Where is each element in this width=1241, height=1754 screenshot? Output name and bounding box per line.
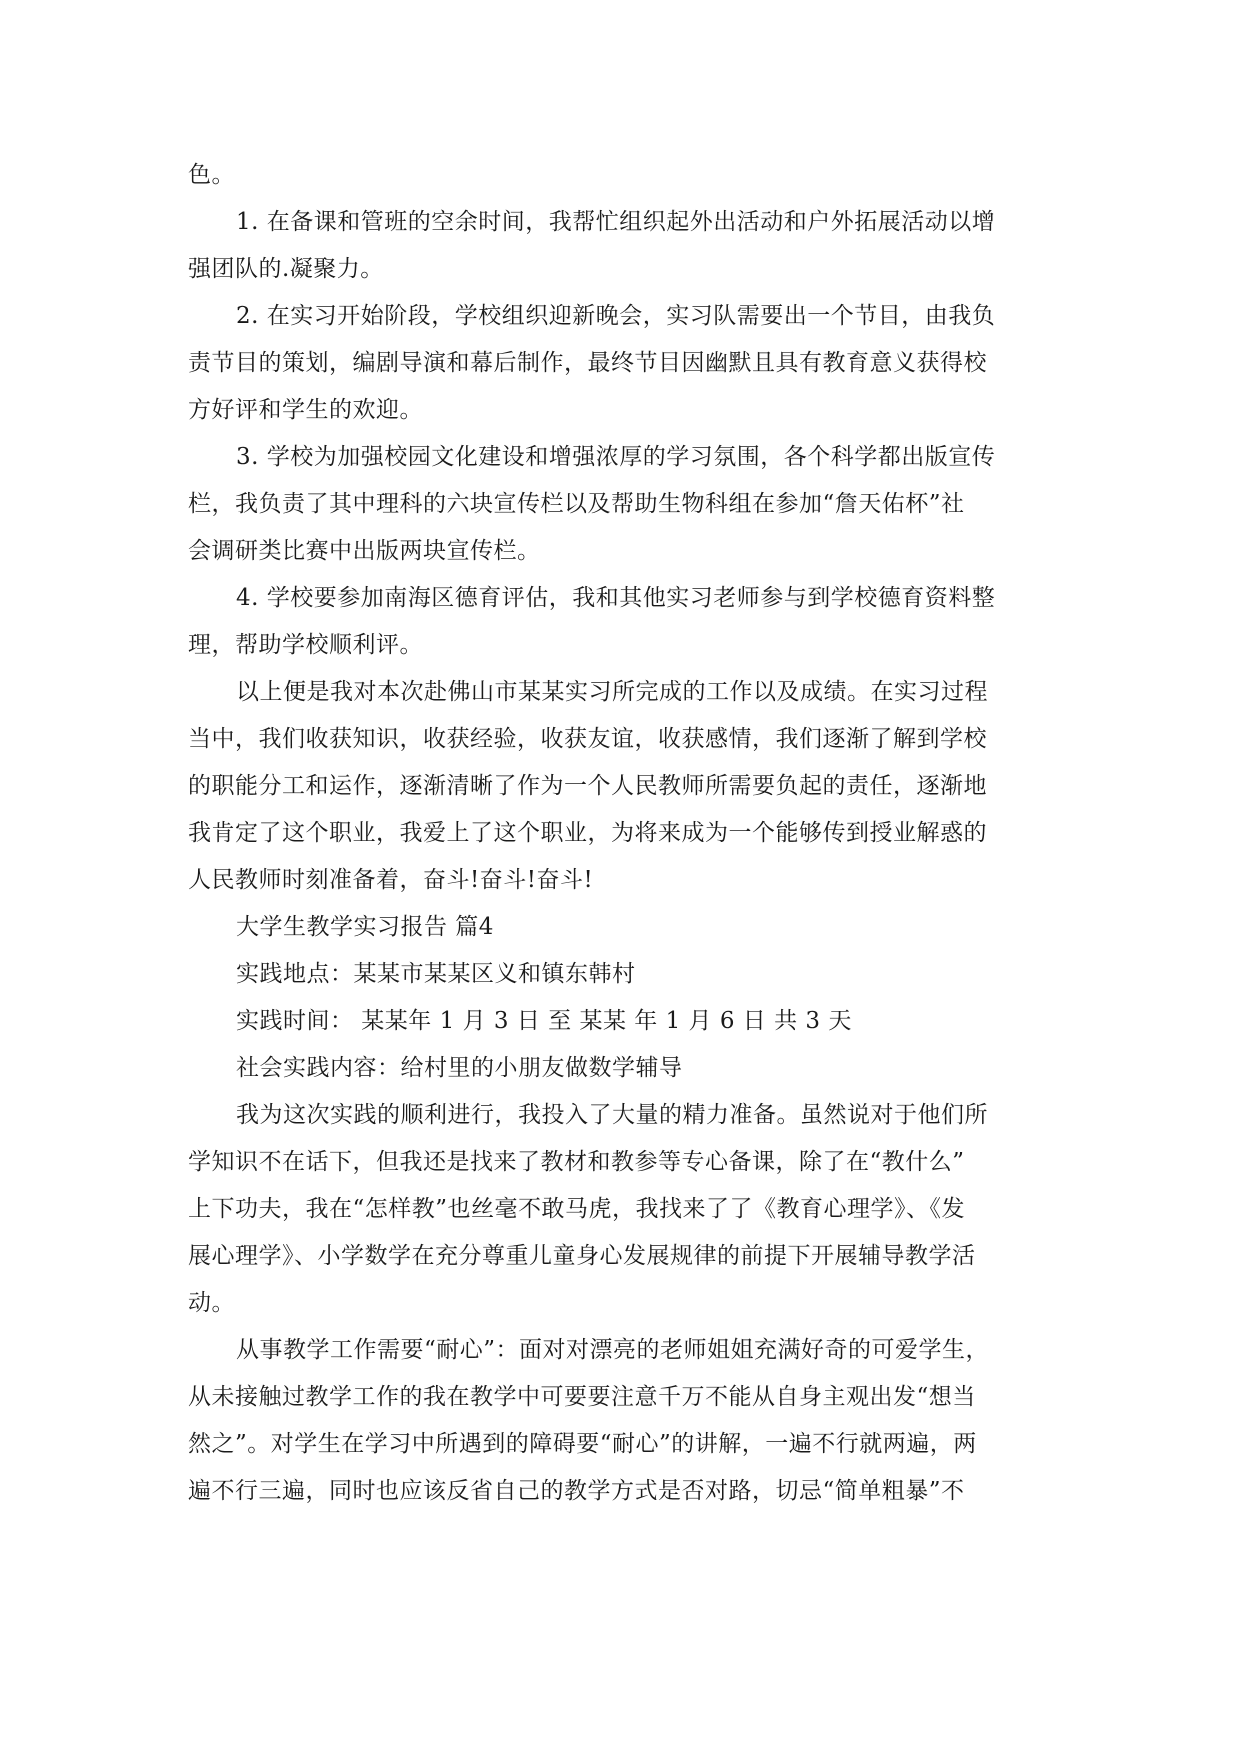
text-line: 上下功夫，我在“怎样教”也丝毫不敢马虎，我找来了了《教育心理学》、《发 [188, 1196, 966, 1222]
text-line: 展心理学》、小学数学在充分尊重儿童身心发展规律的前提下开展辅导教学活 [188, 1243, 976, 1269]
paragraph-start: 从事教学工作需要“耐心”：面对对漂亮的老师姐姐充满好奇的可爱学生， [236, 1337, 990, 1363]
text-line: 动。 [188, 1290, 235, 1316]
text-line: 栏，我负责了其中理科的六块宣传栏以及帮助生物科组在参加“詹天佑杯”社 [188, 491, 965, 517]
list-item-1: 1. 在备课和管班的空余时间，我帮忙组织起外出活动和户外拓展活动以增 [236, 209, 996, 235]
practice-time: 实践时间： 某某年 1 月 3 日 至 某某 年 1 月 6 日 共 3 天 [236, 1008, 852, 1034]
paragraph-start: 以上便是我对本次赴佛山市某某实习所完成的工作以及成绩。在实习过程 [236, 679, 988, 705]
text-line: 人民教师时刻准备着，奋斗!奋斗!奋斗! [188, 867, 594, 893]
text-line: 方好评和学生的欢迎。 [188, 397, 423, 423]
section-heading: 大学生教学实习报告 篇4 [236, 914, 494, 940]
document-body [188, 152, 1054, 1515]
text-line: 色。 [188, 162, 235, 188]
text-line: 遍不行三遍，同时也应该反省自己的教学方式是否对路，切忌“简单粗暴”不 [188, 1478, 965, 1504]
text-line: 强团队的.凝聚力。 [188, 256, 384, 282]
text-line: 学知识不在话下，但我还是找来了教材和教参等专心备课，除了在“教什么” [188, 1149, 965, 1175]
paragraph-start: 我为这次实践的顺利进行，我投入了大量的精力准备。虽然说对于他们所 [236, 1102, 988, 1128]
text-line: 责节目的策划，编剧导演和幕后制作，最终节目因幽默且具有教育意义获得校 [188, 350, 987, 376]
text-line: 的职能分工和运作，逐渐清晰了作为一个人民教师所需要负起的责任，逐渐地 [188, 773, 987, 799]
text-line: 从未接触过教学工作的我在教学中可要要注意千万不能从自身主观出发“想当 [188, 1384, 976, 1410]
text-line: 理，帮助学校顺利评。 [188, 632, 423, 658]
practice-content: 社会实践内容：给村里的小朋友做数学辅导 [236, 1055, 683, 1081]
text-line: 我肯定了这个职业，我爱上了这个职业，为将来成为一个能够传到授业解惑的 [188, 820, 987, 846]
practice-location: 实践地点：某某市某某区义和镇东韩村 [236, 961, 636, 987]
text-line: 当中，我们收获知识，收获经验，收获友谊，收获感情，我们逐渐了解到学校 [188, 726, 987, 752]
list-item-3: 3. 学校为加强校园文化建设和增强浓厚的学习氛围，各个科学都出版宣传 [236, 444, 996, 470]
text-line: 然之”。对学生在学习中所遇到的障碍要“耐心”的讲解，一遍不行就两遍，两 [188, 1431, 977, 1457]
text-line: 会调研类比赛中出版两块宣传栏。 [188, 538, 541, 564]
list-item-2: 2. 在实习开始阶段，学校组织迎新晚会，实习队需要出一个节目，由我负 [236, 303, 996, 329]
list-item-4: 4. 学校要参加南海区德育评估，我和其他实习老师参与到学校德育资料整 [236, 585, 996, 611]
